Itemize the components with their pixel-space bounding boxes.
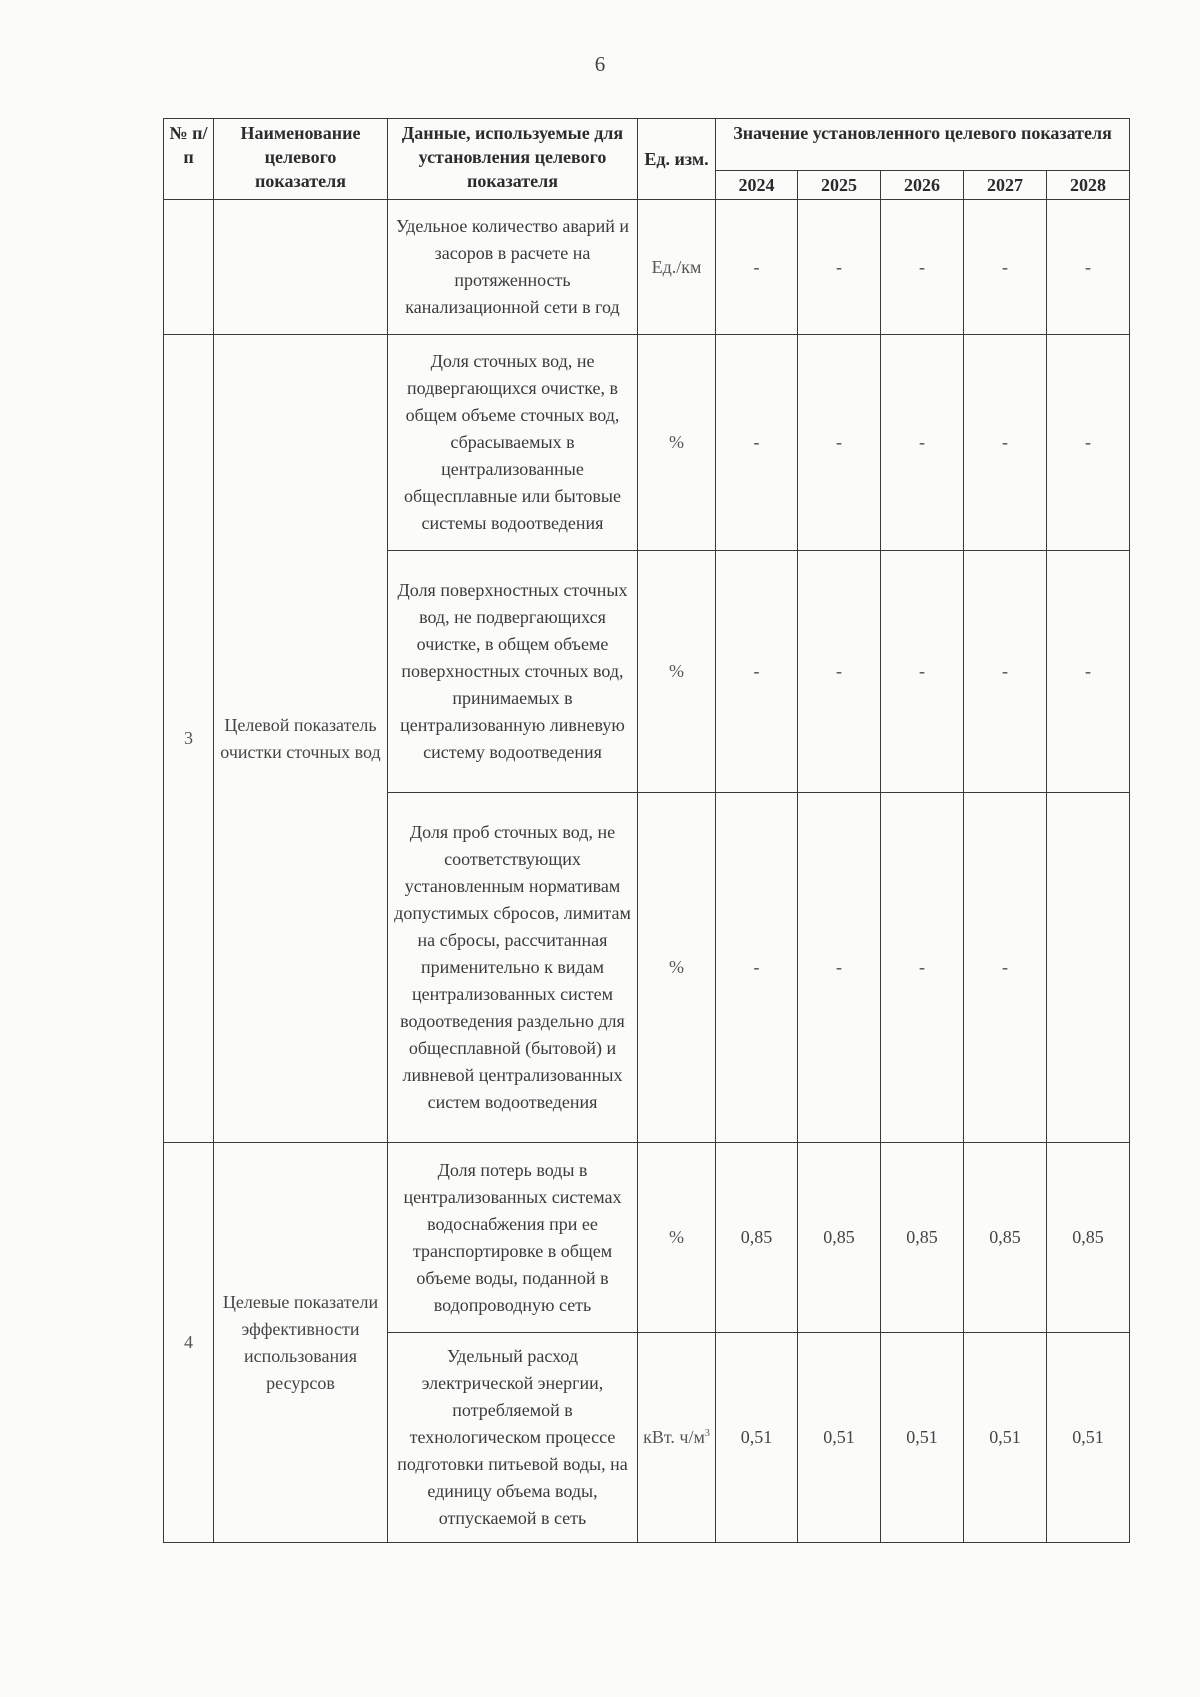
row-unit	[638, 1333, 716, 1543]
table-row	[164, 200, 1130, 335]
row-value: -	[1047, 200, 1130, 335]
row-value: -	[798, 335, 881, 551]
row-value: 0,85	[1047, 1143, 1130, 1333]
row-unit-superscript: 3	[704, 1428, 710, 1439]
row-value: 0,51	[798, 1333, 881, 1543]
row-value: 0,51	[881, 1333, 964, 1543]
indicator-group-name: Целевой показатель очистки сточных вод	[214, 335, 388, 1143]
row-value: -	[881, 200, 964, 335]
row-value: -	[798, 200, 881, 335]
header-unit: Ед. изм.	[638, 119, 716, 200]
row-unit: %	[638, 1143, 716, 1333]
row-description: Доля потерь воды в централизованных системах водоснабжения при ее транспортировке в общем объеме воды, поданной в водопроводную сеть	[388, 1143, 638, 1333]
row-num-cell	[164, 200, 214, 335]
row-description: Доля поверхностных сточных вод, не подвергающихся очистке, в общем объеме поверхностных сточных вод, принимаемых в централизованную ливневую систему водоотведения	[388, 551, 638, 793]
row-unit: Ед./км	[638, 200, 716, 335]
header-year: 2025	[798, 171, 881, 200]
row-unit: %	[638, 551, 716, 793]
row-value: -	[716, 551, 798, 793]
row-value: -	[1047, 335, 1130, 551]
row-value: -	[964, 200, 1047, 335]
header-year: 2026	[881, 171, 964, 200]
header-year: 2027	[964, 171, 1047, 200]
row-group-cell	[214, 200, 388, 335]
row-value: -	[716, 793, 798, 1143]
row-value: -	[716, 200, 798, 335]
row-value: 0,51	[716, 1333, 798, 1543]
row-number: 3	[164, 335, 214, 1143]
row-description: Удельное количество аварий и засоров в расчете на протяженность канализационной сети в год	[388, 200, 638, 335]
row-number: 4	[164, 1143, 214, 1543]
row-value: 0,51	[1047, 1333, 1130, 1543]
table-row	[164, 335, 1130, 551]
table-row	[164, 1143, 1130, 1333]
header-year: 2024	[716, 171, 798, 200]
row-value: -	[881, 551, 964, 793]
page-number: 6	[594, 52, 606, 76]
target-indicators-table	[163, 118, 1130, 1543]
row-unit-text: кВт. ч/м	[643, 1427, 705, 1447]
indicator-group-name: Целевые показатели эффективности использования ресурсов	[214, 1143, 388, 1543]
row-unit: %	[638, 793, 716, 1143]
row-value: -	[964, 793, 1047, 1143]
row-value: -	[881, 793, 964, 1143]
row-description: Доля проб сточных вод, не соответствующих установленным нормативам допустимых сбросов, лимитам на сбросы, рассчитанная применительно к видам централизованных систем водоотведения раздельно для общесплавной (бытовой) и ливневой централизованных систем водоотведения	[388, 793, 638, 1143]
row-value: -	[1047, 551, 1130, 793]
row-value	[1047, 793, 1130, 1143]
row-value: -	[798, 551, 881, 793]
header-indicator-name: Наименование целевого показателя	[214, 119, 388, 200]
header-year: 2028	[1047, 171, 1130, 200]
row-description: Удельный расход электрической энергии, потребляемой в технологическом процессе подготовки питьевой воды, на единицу объема воды, отпускаемой в сеть	[388, 1333, 638, 1543]
row-value: 0,51	[964, 1333, 1047, 1543]
row-value: 0,85	[881, 1143, 964, 1333]
header-source-data: Данные, используемые для установления целевого показателя	[388, 119, 638, 200]
row-value: -	[716, 335, 798, 551]
row-value: -	[964, 551, 1047, 793]
row-value: -	[881, 335, 964, 551]
row-value: -	[964, 335, 1047, 551]
header-values-title: Значение установленного целевого показателя	[716, 119, 1130, 171]
row-value: 0,85	[964, 1143, 1047, 1333]
row-description: Доля сточных вод, не подвергающихся очистке, в общем объеме сточных вод, сбрасываемых в централизованные общесплавные или бытовые системы водоотведения	[388, 335, 638, 551]
row-value: 0,85	[716, 1143, 798, 1333]
row-value: 0,85	[798, 1143, 881, 1333]
header-num: № п/п	[164, 119, 214, 200]
row-value: -	[798, 793, 881, 1143]
row-unit: %	[638, 335, 716, 551]
